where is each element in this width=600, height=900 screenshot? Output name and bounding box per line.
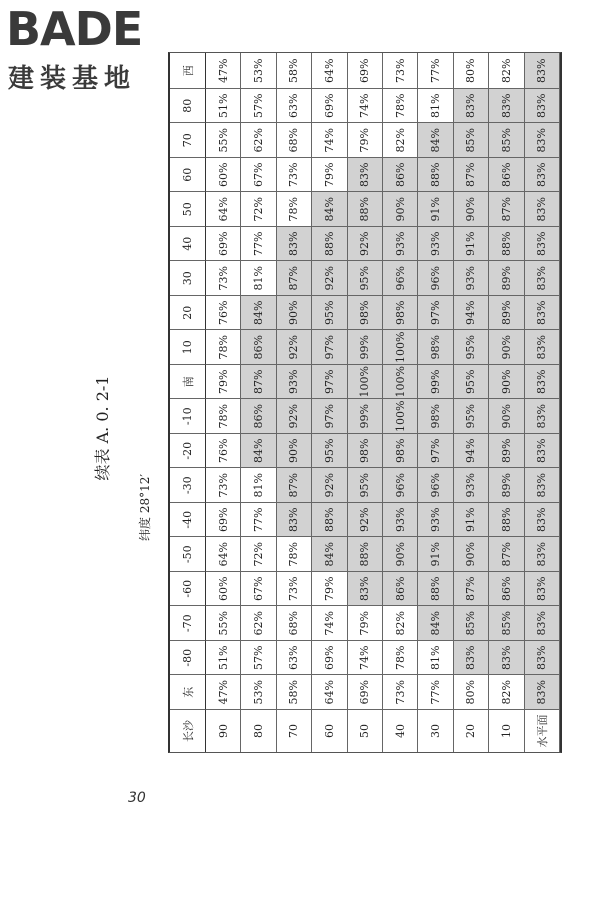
table-cell: 73% [383,54,418,89]
table-cell: 69% [206,502,241,537]
table-cell: 78% [277,192,312,227]
table-cell: 74% [312,606,347,641]
table-cell: 93% [454,468,489,503]
table-cell: 95% [454,364,489,399]
table-cell: 69% [206,226,241,261]
table-cell: 97% [312,364,347,399]
table-cell: 92% [312,261,347,296]
table-cell: 79% [312,571,347,606]
table-cell: 86% [383,571,418,606]
table-cell: 100% [383,330,418,365]
table-cell: 78% [383,88,418,123]
table-cell: 79% [348,606,383,641]
column-header: 40 [170,226,206,261]
table-cell: 96% [383,261,418,296]
table-cell: 82% [383,606,418,641]
table-cell: 95% [312,433,347,468]
table-cell: 57% [241,88,276,123]
row-header: 50 [348,709,383,752]
table-cell: 90% [454,537,489,572]
table-cell: 74% [312,123,347,158]
table-cell: 99% [418,364,453,399]
table-cell: 84% [312,192,347,227]
table-cell: 53% [241,675,276,710]
table-cell: 74% [348,640,383,675]
table-cell: 97% [418,433,453,468]
table-cell: 89% [489,261,524,296]
table-cell: 86% [383,157,418,192]
table-cell: 73% [383,675,418,710]
table-cell: 84% [241,295,276,330]
table-cell: 83% [525,433,560,468]
column-header: 南 [170,364,206,399]
table-cell: 68% [277,606,312,641]
table-cell: 77% [241,226,276,261]
table-cell: 85% [489,606,524,641]
column-header: 西 [170,54,206,89]
table-cell: 91% [454,226,489,261]
table-cell: 87% [277,468,312,503]
table-cell: 88% [312,226,347,261]
table-cell: 83% [454,88,489,123]
row-header: 80 [241,709,276,752]
table-cell: 98% [383,433,418,468]
table-cell: 69% [312,88,347,123]
table-cell: 91% [418,192,453,227]
table-cell: 69% [312,640,347,675]
table-cell: 89% [489,295,524,330]
table-cell: 83% [525,640,560,675]
table-cell: 84% [418,123,453,158]
table-cell: 81% [241,261,276,296]
table-cell: 47% [206,675,241,710]
table-cell: 82% [489,54,524,89]
table-cell: 88% [312,502,347,537]
table-cell: 78% [383,640,418,675]
table-cell: 86% [241,399,276,434]
table-cell: 83% [525,502,560,537]
column-header: -60 [170,571,206,606]
table-cell: 90% [277,433,312,468]
table-cell: 87% [277,261,312,296]
table-cell: 79% [348,123,383,158]
table-cell: 83% [525,192,560,227]
table-cell: 93% [383,502,418,537]
table-cell: 79% [206,364,241,399]
table-cell: 73% [277,157,312,192]
table-cell: 78% [206,399,241,434]
table-cell: 98% [418,399,453,434]
latitude-label: 纬度 28°12′ [138,473,152,541]
shading-coefficient-table [168,53,562,754]
table-cell: 57% [241,640,276,675]
table-cell: 98% [383,295,418,330]
table-cell: 91% [418,537,453,572]
table-cell: 83% [277,226,312,261]
table-cell: 90% [489,399,524,434]
table-cell: 87% [489,537,524,572]
column-header: 20 [170,295,206,330]
table-cell: 95% [348,261,383,296]
table-cell: 84% [312,537,347,572]
table-cell: 88% [348,192,383,227]
table-cell: 97% [312,330,347,365]
table-cell: 64% [206,537,241,572]
column-header: -10 [170,399,206,434]
table-cell: 83% [525,157,560,192]
table-cell: 63% [277,640,312,675]
table-cell: 85% [489,123,524,158]
logo [6,2,186,94]
table-cell: 60% [206,157,241,192]
table-cell: 86% [489,157,524,192]
table-cell: 94% [454,295,489,330]
table-cell: 98% [418,330,453,365]
column-header: -70 [170,606,206,641]
table-cell: 88% [489,226,524,261]
column-header: -80 [170,640,206,675]
table-cell: 90% [489,330,524,365]
table-cell: 62% [241,123,276,158]
table-cell: 47% [206,54,241,89]
table-cell: 88% [348,537,383,572]
column-header: 10 [170,330,206,365]
table-cell: 64% [206,192,241,227]
table-cell: 83% [525,537,560,572]
row-header: 60 [312,709,347,752]
row-header: 30 [418,709,453,752]
table-cell: 83% [525,123,560,158]
table-cell: 100% [383,364,418,399]
table-cell: 92% [348,226,383,261]
table-cell: 90% [489,364,524,399]
table-cell: 83% [525,675,560,710]
table-cell: 93% [277,364,312,399]
table-cell: 53% [241,54,276,89]
column-header: -20 [170,433,206,468]
table-cell: 95% [454,330,489,365]
table-cell: 73% [206,261,241,296]
table-cell: 92% [277,399,312,434]
table-cell: 87% [241,364,276,399]
table-cell: 92% [312,468,347,503]
table-cell: 69% [348,675,383,710]
table-cell: 83% [525,54,560,89]
table-cell: 89% [489,433,524,468]
row-header: 10 [489,709,524,752]
table-cell: 86% [241,330,276,365]
table-cell: 86% [489,571,524,606]
table-cell: 95% [348,468,383,503]
table-cell: 51% [206,88,241,123]
table-cell: 63% [277,88,312,123]
table-cell: 80% [454,54,489,89]
table-cell: 83% [525,295,560,330]
table-cell: 77% [418,54,453,89]
table-cell: 67% [241,157,276,192]
table-cell: 97% [312,399,347,434]
table-cell: 51% [206,640,241,675]
table-cell: 83% [525,226,560,261]
table-cell: 92% [277,330,312,365]
table-cell: 84% [241,433,276,468]
table-cell: 92% [348,502,383,537]
table-cell: 99% [348,399,383,434]
table-cell: 95% [454,399,489,434]
table-cell: 72% [241,537,276,572]
table-cell: 83% [525,606,560,641]
row-header: 90 [206,709,241,752]
table-cell: 64% [312,54,347,89]
column-header: -40 [170,502,206,537]
table-cell: 81% [418,640,453,675]
table-cell: 78% [206,330,241,365]
table-caption: 续表 A. 0. 2-1 [93,375,112,481]
table-cell: 83% [525,571,560,606]
row-header: 20 [454,709,489,752]
table-cell: 83% [525,88,560,123]
table-cell: 69% [348,54,383,89]
table-cell: 78% [277,537,312,572]
table-cell: 90% [383,537,418,572]
page-number: 30 [128,790,146,806]
table-cell: 85% [454,606,489,641]
table-cell: 83% [525,330,560,365]
table-cell: 58% [277,675,312,710]
table-cell: 64% [312,675,347,710]
table-cell: 67% [241,571,276,606]
table-cell: 96% [383,468,418,503]
table-cell: 88% [418,157,453,192]
table-cell: 88% [418,571,453,606]
column-header: 80 [170,88,206,123]
table-cell: 97% [418,295,453,330]
table-cell: 76% [206,433,241,468]
table-cell: 74% [348,88,383,123]
table-cell: 60% [206,571,241,606]
column-header: 30 [170,261,206,296]
logo-wordmark: BADE [6,2,143,56]
table-cell: 83% [277,502,312,537]
table-cell: 83% [525,364,560,399]
table-cell: 85% [454,123,489,158]
column-header: -30 [170,468,206,503]
table-cell: 83% [489,640,524,675]
table-cell: 93% [418,226,453,261]
table-cell: 83% [454,640,489,675]
table-cell: 82% [383,123,418,158]
table-cell: 81% [241,468,276,503]
table-cell: 94% [454,433,489,468]
table-cell: 81% [418,88,453,123]
table-cell: 87% [454,157,489,192]
table-cell: 90% [383,192,418,227]
table-cell: 91% [454,502,489,537]
table-cell: 99% [348,330,383,365]
table-cell: 76% [206,295,241,330]
table-cell: 80% [454,675,489,710]
table-cell: 79% [312,157,347,192]
table-cell: 83% [348,157,383,192]
row-header: 70 [277,709,312,752]
column-header: 东 [170,675,206,710]
table-cell: 84% [418,606,453,641]
table-cell: 62% [241,606,276,641]
table-cell: 100% [348,364,383,399]
table-cell: 77% [418,675,453,710]
table-cell: 100% [383,399,418,434]
table-cell: 58% [277,54,312,89]
table-cell: 73% [206,468,241,503]
table-cell: 89% [489,468,524,503]
table-cell: 55% [206,606,241,641]
table-cell: 77% [241,502,276,537]
table-cell: 96% [418,261,453,296]
column-header: 70 [170,123,206,158]
table-cell: 95% [312,295,347,330]
table-cell: 87% [454,571,489,606]
row-header: 40 [383,709,418,752]
table-cell: 93% [454,261,489,296]
table-cell: 68% [277,123,312,158]
table-cell: 83% [348,571,383,606]
table-cell: 88% [489,502,524,537]
table-cell: 87% [489,192,524,227]
table-cell: 83% [489,88,524,123]
table-cell: 83% [525,399,560,434]
table-cell: 82% [489,675,524,710]
table-cell: 55% [206,123,241,158]
table-cell: 93% [383,226,418,261]
table-corner-cell: 长沙 [170,709,206,752]
column-header: 50 [170,192,206,227]
table-cell: 93% [418,502,453,537]
table-cell: 98% [348,433,383,468]
logo-subtitle: 建装基地 [8,64,137,94]
table-cell: 90% [277,295,312,330]
rotated-table-page [84,58,549,773]
table-cell: 83% [525,261,560,296]
table-cell: 83% [525,468,560,503]
row-header: 水平面 [525,709,560,752]
column-header: 60 [170,157,206,192]
table-cell: 90% [454,192,489,227]
table-cell: 72% [241,192,276,227]
table-cell: 96% [418,468,453,503]
column-header: -50 [170,537,206,572]
table-cell: 98% [348,295,383,330]
table-cell: 73% [277,571,312,606]
